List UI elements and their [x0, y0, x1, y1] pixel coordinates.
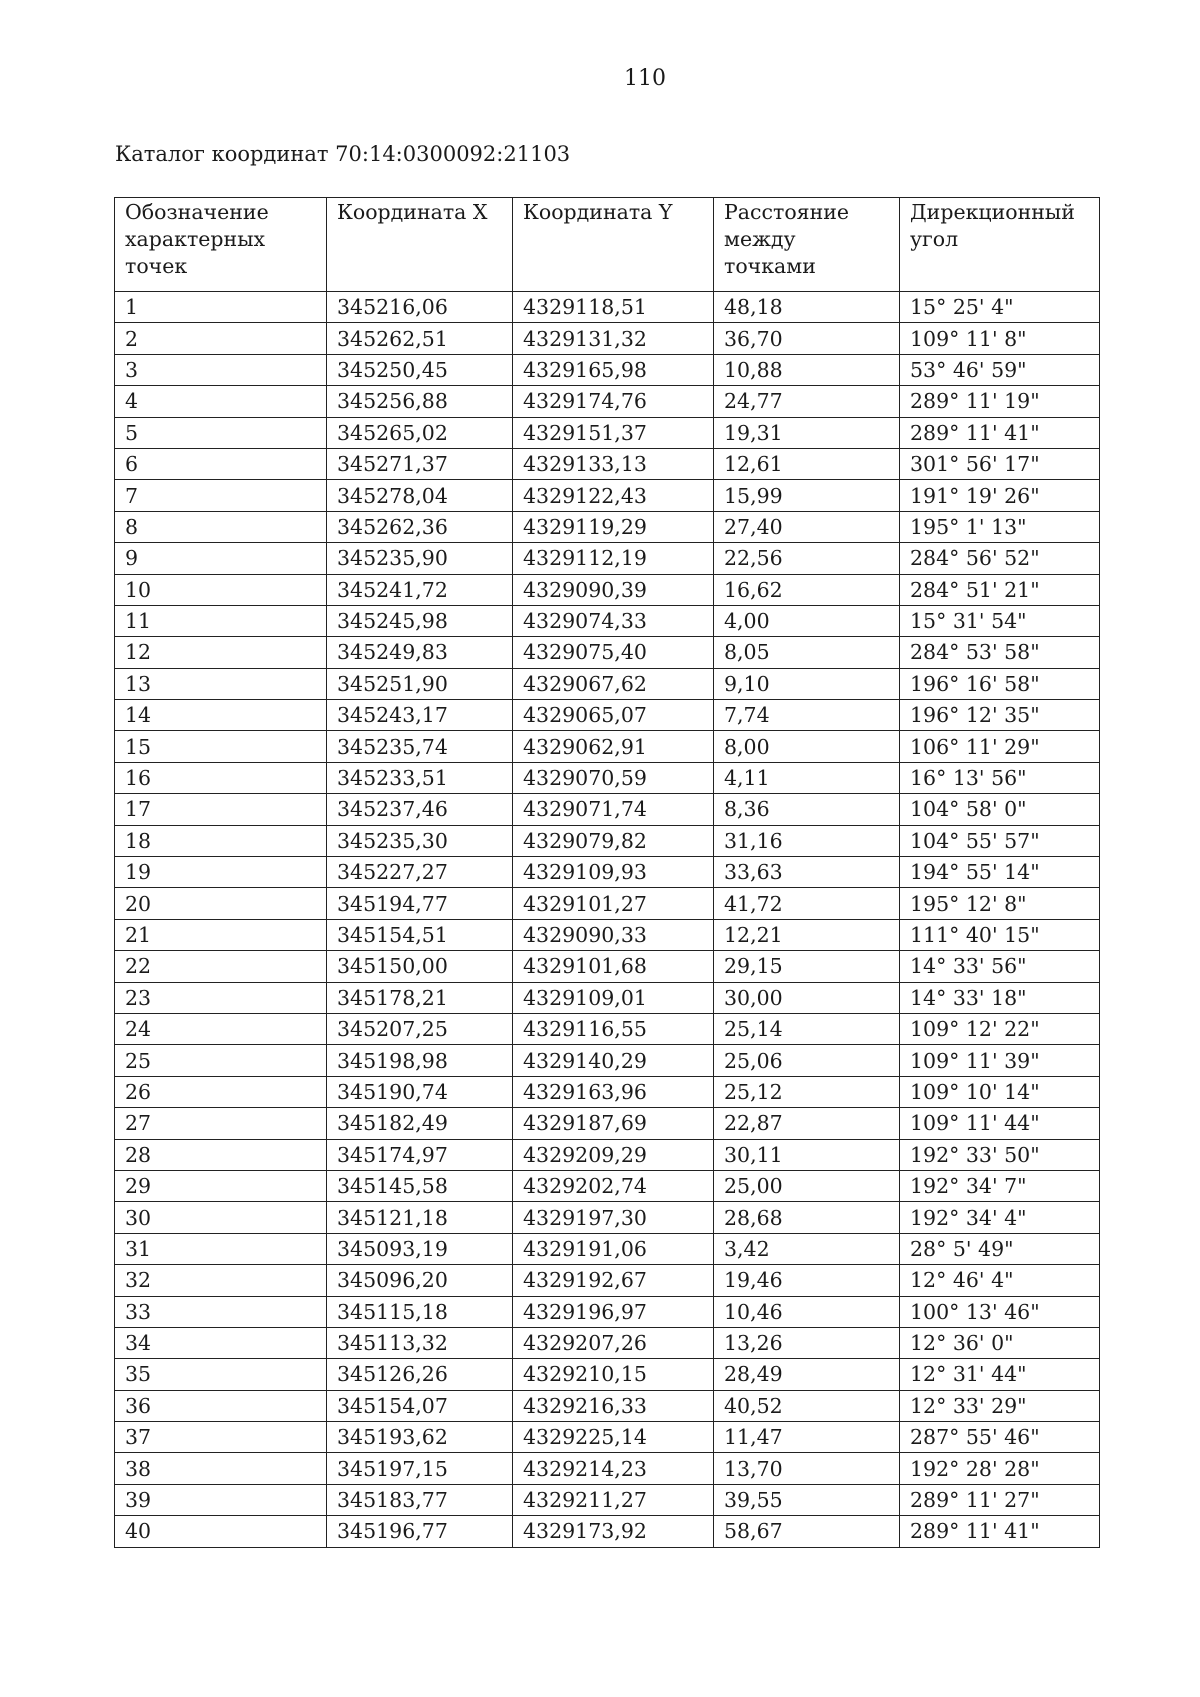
point-number-cell: 24 — [115, 1013, 327, 1044]
table-row — [115, 1265, 1100, 1296]
bearing-angle-cell: 192° 33' 50" — [900, 1139, 1100, 1170]
table-row — [115, 1170, 1100, 1201]
coordinate-y-cell: 4329151,37 — [513, 417, 714, 448]
coordinate-y-cell: 4329109,93 — [513, 857, 714, 888]
table-row — [115, 919, 1100, 950]
table-row — [115, 951, 1100, 982]
point-number-cell: 33 — [115, 1296, 327, 1327]
point-number-cell: 5 — [115, 417, 327, 448]
header-distance: Расстояние между точками — [714, 198, 900, 292]
coordinate-y-cell: 4329079,82 — [513, 825, 714, 856]
coordinate-y-cell: 4329101,27 — [513, 888, 714, 919]
point-number-cell: 1 — [115, 292, 327, 323]
coordinate-x-cell: 345178,21 — [327, 982, 513, 1013]
point-number-cell: 8 — [115, 511, 327, 542]
bearing-angle-cell: 192° 28' 28" — [900, 1453, 1100, 1484]
coordinate-y-cell: 4329140,29 — [513, 1045, 714, 1076]
distance-cell: 13,26 — [714, 1327, 900, 1358]
table-row — [115, 543, 1100, 574]
bearing-angle-cell: 15° 31' 54" — [900, 605, 1100, 636]
coordinate-x-cell: 345245,98 — [327, 605, 513, 636]
coordinate-y-cell: 4329101,68 — [513, 951, 714, 982]
bearing-angle-cell: 28° 5' 49" — [900, 1233, 1100, 1264]
point-number-cell: 31 — [115, 1233, 327, 1264]
table-row — [115, 1359, 1100, 1390]
distance-cell: 8,00 — [714, 731, 900, 762]
table-row — [115, 323, 1100, 354]
table-row — [115, 386, 1100, 417]
bearing-angle-cell: 14° 33' 18" — [900, 982, 1100, 1013]
distance-cell: 28,68 — [714, 1202, 900, 1233]
distance-cell: 27,40 — [714, 511, 900, 542]
coordinate-x-cell: 345250,45 — [327, 354, 513, 385]
table-row — [115, 1453, 1100, 1484]
coordinate-y-cell: 4329174,76 — [513, 386, 714, 417]
coordinate-x-cell: 345093,19 — [327, 1233, 513, 1264]
coordinate-x-cell: 345190,74 — [327, 1076, 513, 1107]
point-number-cell: 15 — [115, 731, 327, 762]
coordinate-x-cell: 345241,72 — [327, 574, 513, 605]
table-row — [115, 825, 1100, 856]
distance-cell: 12,61 — [714, 448, 900, 479]
table-row — [115, 574, 1100, 605]
coordinate-y-cell: 4329207,26 — [513, 1327, 714, 1358]
coordinate-x-cell: 345126,26 — [327, 1359, 513, 1390]
bearing-angle-cell: 100° 13' 46" — [900, 1296, 1100, 1327]
catalog-title: Каталог координат 70:14:0300092:21103 — [115, 142, 571, 166]
bearing-angle-cell: 289° 11' 19" — [900, 386, 1100, 417]
coordinate-y-cell: 4329112,19 — [513, 543, 714, 574]
table-row — [115, 888, 1100, 919]
table-row — [115, 668, 1100, 699]
distance-cell: 3,42 — [714, 1233, 900, 1264]
distance-cell: 4,11 — [714, 762, 900, 793]
coordinate-y-cell: 4329090,39 — [513, 574, 714, 605]
table-row — [115, 1202, 1100, 1233]
table-body — [115, 292, 1100, 1548]
coordinate-y-cell: 4329109,01 — [513, 982, 714, 1013]
coordinate-y-cell: 4329118,51 — [513, 292, 714, 323]
table-row — [115, 1422, 1100, 1453]
header-bearing-angle: Дирекционный угол — [900, 198, 1100, 292]
distance-cell: 25,14 — [714, 1013, 900, 1044]
distance-cell: 7,74 — [714, 700, 900, 731]
bearing-angle-cell: 196° 16' 58" — [900, 668, 1100, 699]
point-number-cell: 26 — [115, 1076, 327, 1107]
coordinate-y-cell: 4329209,29 — [513, 1139, 714, 1170]
point-number-cell: 35 — [115, 1359, 327, 1390]
coordinate-x-cell: 345251,90 — [327, 668, 513, 699]
distance-cell: 39,55 — [714, 1484, 900, 1515]
bearing-angle-cell: 53° 46' 59" — [900, 354, 1100, 385]
coordinate-x-cell: 345262,51 — [327, 323, 513, 354]
coordinate-x-cell: 345113,32 — [327, 1327, 513, 1358]
coordinate-x-cell: 345265,02 — [327, 417, 513, 448]
coordinate-x-cell: 345174,97 — [327, 1139, 513, 1170]
table-row — [115, 417, 1100, 448]
table-row — [115, 1045, 1100, 1076]
distance-cell: 24,77 — [714, 386, 900, 417]
bearing-angle-cell: 104° 55' 57" — [900, 825, 1100, 856]
coordinate-y-cell: 4329074,33 — [513, 605, 714, 636]
table-header-row — [115, 198, 1100, 292]
coordinate-x-cell: 345235,30 — [327, 825, 513, 856]
coordinate-x-cell: 345271,37 — [327, 448, 513, 479]
point-number-cell: 16 — [115, 762, 327, 793]
point-number-cell: 10 — [115, 574, 327, 605]
coordinate-y-cell: 4329214,23 — [513, 1453, 714, 1484]
coordinates-table — [114, 197, 1100, 1548]
table-row — [115, 511, 1100, 542]
table-row — [115, 1516, 1100, 1547]
table-row — [115, 857, 1100, 888]
bearing-angle-cell: 15° 25' 4" — [900, 292, 1100, 323]
distance-cell: 9,10 — [714, 668, 900, 699]
bearing-angle-cell: 109° 12' 22" — [900, 1013, 1100, 1044]
table-row — [115, 448, 1100, 479]
distance-cell: 28,49 — [714, 1359, 900, 1390]
table-row — [115, 480, 1100, 511]
bearing-angle-cell: 12° 31' 44" — [900, 1359, 1100, 1390]
bearing-angle-cell: 109° 11' 39" — [900, 1045, 1100, 1076]
table-row — [115, 1108, 1100, 1139]
point-number-cell: 17 — [115, 794, 327, 825]
distance-cell: 58,67 — [714, 1516, 900, 1547]
coordinate-x-cell: 345262,36 — [327, 511, 513, 542]
point-number-cell: 12 — [115, 637, 327, 668]
page-number: 110 — [624, 66, 666, 91]
coordinate-y-cell: 4329197,30 — [513, 1202, 714, 1233]
coordinate-x-cell: 345154,07 — [327, 1390, 513, 1421]
coordinate-y-cell: 4329173,92 — [513, 1516, 714, 1547]
coordinate-y-cell: 4329196,97 — [513, 1296, 714, 1327]
table-row — [115, 637, 1100, 668]
distance-cell: 13,70 — [714, 1453, 900, 1484]
coordinate-y-cell: 4329192,67 — [513, 1265, 714, 1296]
bearing-angle-cell: 12° 33' 29" — [900, 1390, 1100, 1421]
table-row — [115, 731, 1100, 762]
bearing-angle-cell: 192° 34' 7" — [900, 1170, 1100, 1201]
distance-cell: 29,15 — [714, 951, 900, 982]
coordinate-y-cell: 4329119,29 — [513, 511, 714, 542]
coordinate-y-cell: 4329116,55 — [513, 1013, 714, 1044]
point-number-cell: 3 — [115, 354, 327, 385]
bearing-angle-cell: 12° 46' 4" — [900, 1265, 1100, 1296]
distance-cell: 30,00 — [714, 982, 900, 1013]
header-coordinate-x: Координата X — [327, 198, 513, 292]
table-row — [115, 605, 1100, 636]
distance-cell: 10,88 — [714, 354, 900, 385]
coordinate-y-cell: 4329202,74 — [513, 1170, 714, 1201]
table-row — [115, 1139, 1100, 1170]
distance-cell: 25,06 — [714, 1045, 900, 1076]
table-row — [115, 1013, 1100, 1044]
bearing-angle-cell: 104° 58' 0" — [900, 794, 1100, 825]
point-number-cell: 9 — [115, 543, 327, 574]
bearing-angle-cell: 301° 56' 17" — [900, 448, 1100, 479]
coordinate-x-cell: 345182,49 — [327, 1108, 513, 1139]
bearing-angle-cell: 109° 10' 14" — [900, 1076, 1100, 1107]
point-number-cell: 19 — [115, 857, 327, 888]
point-number-cell: 11 — [115, 605, 327, 636]
distance-cell: 36,70 — [714, 323, 900, 354]
coordinate-x-cell: 345216,06 — [327, 292, 513, 323]
point-number-cell: 39 — [115, 1484, 327, 1515]
table-row — [115, 1390, 1100, 1421]
point-number-cell: 18 — [115, 825, 327, 856]
point-number-cell: 20 — [115, 888, 327, 919]
coordinate-y-cell: 4329070,59 — [513, 762, 714, 793]
bearing-angle-cell: 109° 11' 8" — [900, 323, 1100, 354]
coordinate-x-cell: 345145,58 — [327, 1170, 513, 1201]
distance-cell: 8,36 — [714, 794, 900, 825]
coordinate-x-cell: 345154,51 — [327, 919, 513, 950]
point-number-cell: 23 — [115, 982, 327, 1013]
coordinate-x-cell: 345237,46 — [327, 794, 513, 825]
point-number-cell: 7 — [115, 480, 327, 511]
table-row — [115, 982, 1100, 1013]
point-number-cell: 4 — [115, 386, 327, 417]
distance-cell: 10,46 — [714, 1296, 900, 1327]
coordinate-x-cell: 345227,27 — [327, 857, 513, 888]
coordinate-x-cell: 345194,77 — [327, 888, 513, 919]
coordinate-x-cell: 345207,25 — [327, 1013, 513, 1044]
distance-cell: 41,72 — [714, 888, 900, 919]
coordinate-y-cell: 4329090,33 — [513, 919, 714, 950]
point-number-cell: 25 — [115, 1045, 327, 1076]
bearing-angle-cell: 14° 33' 56" — [900, 951, 1100, 982]
coordinate-x-cell: 345256,88 — [327, 386, 513, 417]
coordinate-x-cell: 345121,18 — [327, 1202, 513, 1233]
bearing-angle-cell: 195° 1' 13" — [900, 511, 1100, 542]
table-row — [115, 1233, 1100, 1264]
coordinate-x-cell: 345096,20 — [327, 1265, 513, 1296]
table-row — [115, 762, 1100, 793]
coordinate-y-cell: 4329191,06 — [513, 1233, 714, 1264]
coordinate-x-cell: 345235,90 — [327, 543, 513, 574]
coordinate-y-cell: 4329071,74 — [513, 794, 714, 825]
bearing-angle-cell: 192° 34' 4" — [900, 1202, 1100, 1233]
coordinate-y-cell: 4329133,13 — [513, 448, 714, 479]
distance-cell: 4,00 — [714, 605, 900, 636]
distance-cell: 31,16 — [714, 825, 900, 856]
distance-cell: 40,52 — [714, 1390, 900, 1421]
coordinate-x-cell: 345233,51 — [327, 762, 513, 793]
coordinate-y-cell: 4329163,96 — [513, 1076, 714, 1107]
coordinate-y-cell: 4329225,14 — [513, 1422, 714, 1453]
point-number-cell: 6 — [115, 448, 327, 479]
bearing-angle-cell: 284° 51' 21" — [900, 574, 1100, 605]
bearing-angle-cell: 289° 11' 27" — [900, 1484, 1100, 1515]
point-number-cell: 2 — [115, 323, 327, 354]
distance-cell: 25,00 — [714, 1170, 900, 1201]
distance-cell: 33,63 — [714, 857, 900, 888]
point-number-cell: 37 — [115, 1422, 327, 1453]
coordinate-x-cell: 345115,18 — [327, 1296, 513, 1327]
bearing-angle-cell: 196° 12' 35" — [900, 700, 1100, 731]
coordinate-x-cell: 345183,77 — [327, 1484, 513, 1515]
distance-cell: 48,18 — [714, 292, 900, 323]
coordinate-y-cell: 4329216,33 — [513, 1390, 714, 1421]
distance-cell: 8,05 — [714, 637, 900, 668]
bearing-angle-cell: 284° 56' 52" — [900, 543, 1100, 574]
coordinate-x-cell: 345278,04 — [327, 480, 513, 511]
table-row — [115, 794, 1100, 825]
coordinate-x-cell: 345197,15 — [327, 1453, 513, 1484]
point-number-cell: 13 — [115, 668, 327, 699]
coordinate-y-cell: 4329122,43 — [513, 480, 714, 511]
coordinate-y-cell: 4329062,91 — [513, 731, 714, 762]
table-row — [115, 354, 1100, 385]
distance-cell: 25,12 — [714, 1076, 900, 1107]
table-row — [115, 700, 1100, 731]
coordinate-x-cell: 345198,98 — [327, 1045, 513, 1076]
table-row — [115, 1327, 1100, 1358]
point-number-cell: 22 — [115, 951, 327, 982]
header-point-designation: Обозначение характерных точек — [115, 198, 327, 292]
coordinate-x-cell: 345235,74 — [327, 731, 513, 762]
point-number-cell: 30 — [115, 1202, 327, 1233]
point-number-cell: 14 — [115, 700, 327, 731]
bearing-angle-cell: 111° 40' 15" — [900, 919, 1100, 950]
point-number-cell: 28 — [115, 1139, 327, 1170]
coordinate-x-cell: 345249,83 — [327, 637, 513, 668]
point-number-cell: 32 — [115, 1265, 327, 1296]
distance-cell: 19,46 — [714, 1265, 900, 1296]
bearing-angle-cell: 195° 12' 8" — [900, 888, 1100, 919]
bearing-angle-cell: 12° 36' 0" — [900, 1327, 1100, 1358]
bearing-angle-cell: 287° 55' 46" — [900, 1422, 1100, 1453]
coordinate-y-cell: 4329075,40 — [513, 637, 714, 668]
point-number-cell: 40 — [115, 1516, 327, 1547]
coordinate-y-cell: 4329210,15 — [513, 1359, 714, 1390]
header-coordinate-y: Координата Y — [513, 198, 714, 292]
point-number-cell: 27 — [115, 1108, 327, 1139]
distance-cell: 15,99 — [714, 480, 900, 511]
table-row — [115, 292, 1100, 323]
coordinate-y-cell: 4329187,69 — [513, 1108, 714, 1139]
bearing-angle-cell: 16° 13' 56" — [900, 762, 1100, 793]
distance-cell: 22,56 — [714, 543, 900, 574]
bearing-angle-cell: 289° 11' 41" — [900, 417, 1100, 448]
bearing-angle-cell: 106° 11' 29" — [900, 731, 1100, 762]
point-number-cell: 29 — [115, 1170, 327, 1201]
point-number-cell: 38 — [115, 1453, 327, 1484]
point-number-cell: 34 — [115, 1327, 327, 1358]
bearing-angle-cell: 191° 19' 26" — [900, 480, 1100, 511]
coordinate-y-cell: 4329211,27 — [513, 1484, 714, 1515]
distance-cell: 16,62 — [714, 574, 900, 605]
bearing-angle-cell: 289° 11' 41" — [900, 1516, 1100, 1547]
bearing-angle-cell: 194° 55' 14" — [900, 857, 1100, 888]
coordinate-y-cell: 4329131,32 — [513, 323, 714, 354]
point-number-cell: 21 — [115, 919, 327, 950]
coordinate-y-cell: 4329165,98 — [513, 354, 714, 385]
distance-cell: 22,87 — [714, 1108, 900, 1139]
distance-cell: 12,21 — [714, 919, 900, 950]
coordinate-x-cell: 345150,00 — [327, 951, 513, 982]
bearing-angle-cell: 284° 53' 58" — [900, 637, 1100, 668]
coordinate-x-cell: 345243,17 — [327, 700, 513, 731]
distance-cell: 19,31 — [714, 417, 900, 448]
distance-cell: 11,47 — [714, 1422, 900, 1453]
bearing-angle-cell: 109° 11' 44" — [900, 1108, 1100, 1139]
table-row — [115, 1484, 1100, 1515]
coordinate-x-cell: 345196,77 — [327, 1516, 513, 1547]
point-number-cell: 36 — [115, 1390, 327, 1421]
coordinate-x-cell: 345193,62 — [327, 1422, 513, 1453]
distance-cell: 30,11 — [714, 1139, 900, 1170]
table-row — [115, 1076, 1100, 1107]
coordinate-y-cell: 4329067,62 — [513, 668, 714, 699]
coordinate-y-cell: 4329065,07 — [513, 700, 714, 731]
table-row — [115, 1296, 1100, 1327]
